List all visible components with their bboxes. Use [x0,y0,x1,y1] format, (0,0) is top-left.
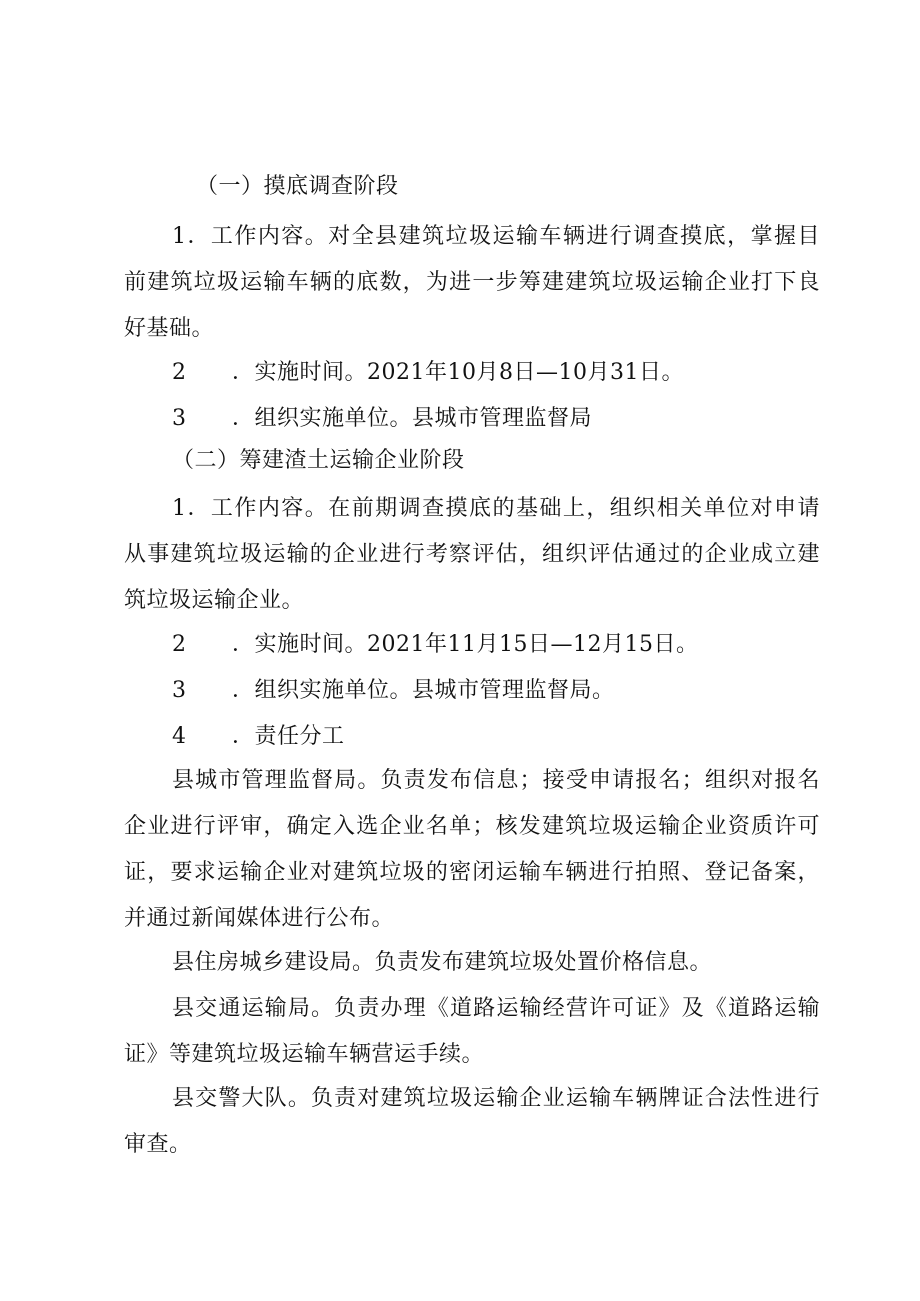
section-two-item1-line2: 从事建筑垃圾运输的企业进行考察评估，组织评估通过的企业成立建 [124,542,820,567]
para-city-line3: 证，要求运输企业对建筑垃圾的密闭运输车辆进行拍照、登记备案， [124,860,820,885]
para-transport-line2: 证》等建筑垃圾运输车辆营运手续。 [124,1042,485,1067]
section-two-heading: （二）筹建渣土运输企业阶段 [172,448,465,473]
item-text: ．组织实施单位。县城市管理监督局 [232,406,593,431]
item-number: 2 [172,632,187,657]
section-one-item1-line2: 前建筑垃圾运输车辆的底数，为进一步筹建建筑垃圾运输企业打下良 [124,270,820,295]
para-housing: 县住房城乡建设局。负责发布建筑垃圾处置价格信息。 [172,950,713,975]
section-two-item1-line1: 1．工作内容。在前期调查摸底的基础上，组织相关单位对申请 [172,496,820,521]
section-two-item2 [172,630,698,660]
para-city-line4: 并通过新闻媒体进行公布。 [124,906,395,931]
section-one-item3 [172,404,592,434]
section-one-item1-line3: 好基础。 [124,316,215,341]
item-number: 4 [172,724,187,749]
item-number: 3 [172,406,187,431]
item-text: ．实施时间。2021年11月15日—12月15日。 [232,632,699,657]
section-one-item2 [172,358,684,388]
section-two-item4 [172,722,345,752]
para-city-line1: 县城市管理监督局。负责发布信息；接受申请报名；组织对报名 [172,768,820,793]
item-text: ．责任分工 [232,724,345,749]
para-transport-line1: 县交通运输局。负责办理《道路运输经营许可证》及《道路运输 [172,996,820,1021]
para-police-line2: 审查。 [124,1132,192,1157]
section-one-heading: （一）摸底调查阶段 [196,174,399,199]
section-one-item1-line1: 1．工作内容。对全县建筑垃圾运输车辆进行调查摸底，掌握目 [172,224,820,249]
item-number: 2 [172,360,187,385]
section-two-item1-line3: 筑垃圾运输企业。 [124,588,305,613]
para-city-line2: 企业进行评审，确定入选企业名单；核发建筑垃圾运输企业资质许可 [124,814,820,839]
item-text: ．组织实施单位。县城市管理监督局。 [232,678,615,703]
section-two-item3 [172,676,615,706]
para-police-line1: 县交警大队。负责对建筑垃圾运输企业运输车辆牌证合法性进行 [172,1086,820,1111]
item-number: 3 [172,678,187,703]
item-text: ．实施时间。2021年10月8日—10月31日。 [232,360,684,385]
